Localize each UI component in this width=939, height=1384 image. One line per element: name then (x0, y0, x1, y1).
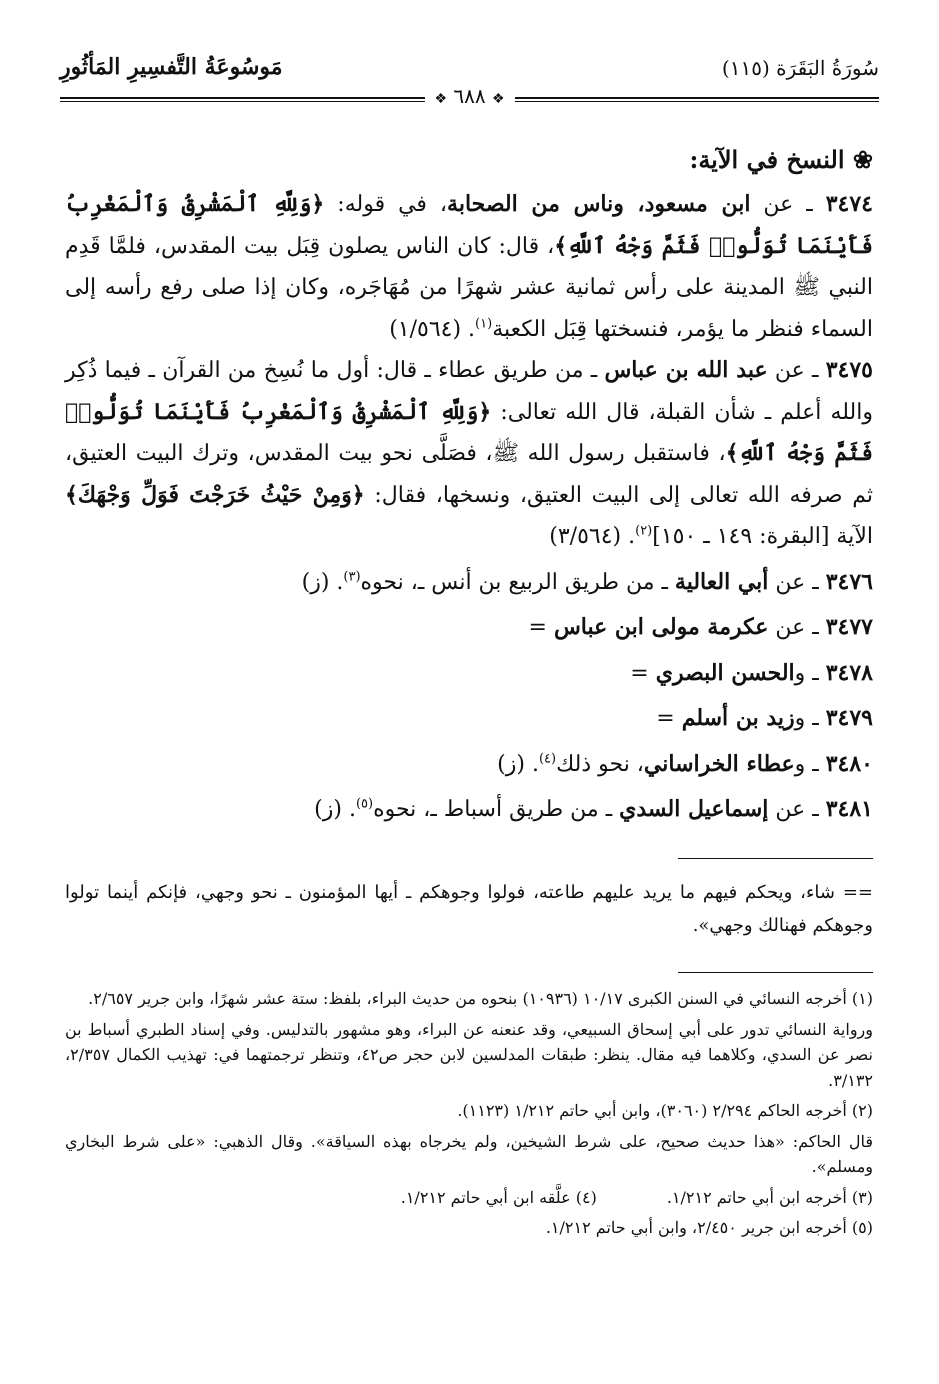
page-number-box (424, 84, 514, 108)
footnote-marker: (٥) (355, 796, 374, 812)
narrator-name: عطاء الخراساني (643, 750, 795, 777)
entry-number: ٣٤٧٨ (825, 659, 873, 686)
footnote-5: (٥) أخرجه ابن جرير ٢/٤٥٠، وابن أبي حاتم ١/٢١٢. (545, 1218, 873, 1237)
entry-3475 (65, 350, 873, 558)
footnote-3: (٣) أخرجه ابن أبي حاتم ١/٢١٢. (666, 1187, 873, 1207)
book-title: مَوسُوعَةُ التَّفسِيرِ المَأثُورِ (60, 54, 283, 80)
narrator-name: ابن مسعود، وناس من الصحابة (447, 191, 751, 217)
footnote-marker: (١) (475, 316, 493, 332)
entry-text: ـ عن (768, 569, 826, 595)
entry-text: = (630, 660, 656, 686)
entry-text: ، في قوله: (324, 192, 448, 217)
entry-text: ـ من طريق الربيع بن أنس ـ، نحوه (360, 569, 675, 595)
entry-text: ـ عن (767, 358, 826, 383)
footnote-2: (٢) أخرجه الحاكم ٢/٢٩٤ (٣٠٦٠)، وابن أبي حاتم ١/٢١٢ (١١٢٣). (457, 1101, 873, 1120)
section-title (65, 140, 873, 180)
entry-text: ـ من طريق أسباط ـ، نحوه (373, 797, 620, 822)
entry-text: ، نحو ذلك (556, 751, 644, 777)
quran-verse: ﴿وَلِلَّهِ ٱلْمَشْرِقُ وَٱلْمَغْرِبُ فَأَيْنَمَا تُوَلُّوا۟ فَثَمَّ وَجْهُ ٱللَّهِ﴾ (65, 398, 873, 466)
footnote-continuation: == شاء، ويحكم فيهم ما يريد عليهم طاعته، فولوا وجوهكم ـ أيها المؤمنون ـ نحو وجهي، فإنكم أينما تولوا وجوهكم فهنالك وجهي». (65, 882, 873, 936)
footnote-marker: (٤) (538, 751, 557, 767)
ornament-icon: ❖ (434, 91, 448, 107)
entry-text: ـ عن (750, 192, 826, 217)
entry-text: ـ من طريق عطاء ـ قال: أول ما نُسِخ من القرآن ـ فيما ذُكِر والله أعلم ـ شأن القبلة، قال الله تعالى: (65, 358, 873, 425)
entry-text: ـ عن (768, 797, 826, 822)
footnote-1: (١) أخرجه النسائي في السنن الكبرى ١٠/١٧ (١٠٩٣٦) بنحوه من حديث البراء، بلفظ: ستة عشر شهرًا، وابن جرير ٢/٦٥٧. (88, 989, 873, 1008)
page-number: ٦٨٨ (453, 84, 486, 108)
footnote-separator (678, 972, 873, 973)
surah-heading: سُورَةُ البَقَرَة (١١٥) (721, 56, 879, 80)
quran-verse: ﴿وَمِنْ حَيْثُ خَرَجْتَ فَوَلِّ وَجْهَكَ﴾ (65, 481, 365, 508)
entry-3478 (65, 653, 873, 695)
footnote-separator (678, 858, 873, 859)
entry-3476 (65, 562, 873, 604)
quran-verse: ﴿وَلِلَّهِ ٱلْمَشْرِقُ وَٱلْمَغْرِبُ فَأَيْنَمَا تُوَلُّوا۟ فَثَمَّ وَجْهُ ٱللَّهِ﴾ (65, 191, 874, 259)
entry-3477 (65, 607, 873, 649)
footnote-row (65, 1185, 873, 1211)
entry-number: ٣٤٧٧ (825, 614, 873, 640)
volume-reference: . (٣/٥٦٤) (549, 524, 636, 549)
entry-number: ٣٤٧٩ (825, 705, 873, 731)
page-header (60, 52, 879, 108)
footnote-marker: (٢) (635, 523, 653, 539)
entry-3481 (65, 789, 873, 831)
entry-text: الآية [البقرة: ١٤٩ ـ ١٥٠] (652, 524, 873, 549)
entry-3480 (65, 744, 873, 786)
entry-3479 (65, 698, 873, 740)
entry-number: ٣٤٨٠ (825, 750, 873, 777)
entry-text: ـ و (794, 706, 826, 731)
entry-text: ، فاستقبل رسول الله ﷺ، فصَلَّى نحو بيت المقدس، وترك البيت العتيق، ثم صرفه الله تعالى إلى البيت العتيق، ونسخها، فقال: (65, 441, 873, 508)
narrator-name: زيد بن أسلم (681, 705, 795, 731)
volume-reference: . (١/٥٦٤) (389, 316, 476, 342)
main-text (65, 140, 873, 831)
footnote-4: (٤) علَّقه ابن أبي حاتم ١/٢١٢. (400, 1187, 597, 1207)
flower-icon: ❀ (852, 145, 873, 174)
entry-number: ٣٤٨١ (825, 796, 873, 822)
entry-text: ـ و (794, 660, 826, 686)
section-title-text: النسخ في الآية: (689, 145, 845, 174)
entry-text: ، قال: كان الناس يصلون قِبَل بيت المقدس، فلمَّا قَدِم النبي ﷺ المدينة على رأس ثمانية عشر شهرًا من مُهَاجَره، وكان إذا صلى رفع رأسه إلى السماء فنظر ما يؤمر، فنسختها قِبَل الكعبة (65, 233, 873, 342)
entry-text: ـ و (794, 751, 826, 777)
entry-number: ٣٤٧٦ (825, 568, 873, 595)
footnotes (65, 986, 873, 1246)
entry-number: ٣٤٧٤ (825, 191, 873, 217)
ornament-icon: ❖ (491, 91, 505, 107)
volume-reference: . (ز) (301, 569, 344, 595)
volume-reference: . (ز) (314, 797, 356, 822)
footnote-marker: (٣) (343, 569, 361, 585)
narrator-name: الحسن البصري (655, 659, 795, 686)
entry-number: ٣٤٧٥ (825, 357, 873, 383)
narrator-name: أبي العالية (674, 568, 769, 595)
volume-reference: . (ز) (497, 751, 539, 777)
entry-text: = (528, 615, 554, 640)
entry-3474 (65, 184, 873, 350)
entry-text: = (656, 706, 682, 731)
narrator-name: عبد الله بن عباس (604, 357, 768, 383)
narrator-name: عكرمة مولى ابن عباس (553, 614, 769, 640)
footnote-1-comment: ورواية النسائي تدور على أبي إسحاق السبيعي، وقد عنعنه عن البراء، وهو مشهور بالتدليس. وفي إسناد الطبري أسباط بن نصر عن السدي، وكلاهما فيه مقال. ينظر: طبقات المدلسين لابن حجر ص٤٢، وتنظر ترجمتهما في: تهذيب الكمال ٢/٣٥٧، ٣/١٣٢. (65, 1019, 874, 1090)
entry-text: ـ عن (768, 615, 826, 640)
footnote-2-comment: قال الحاكم: «هذا حديث صحيح، على شرط الشيخين، ولم يخرجاه بهذه السياقة». وقال الذهبي: «على شرط البخاري ومسلم». (65, 1131, 873, 1176)
narrator-name: إسماعيل السدي (619, 796, 769, 822)
